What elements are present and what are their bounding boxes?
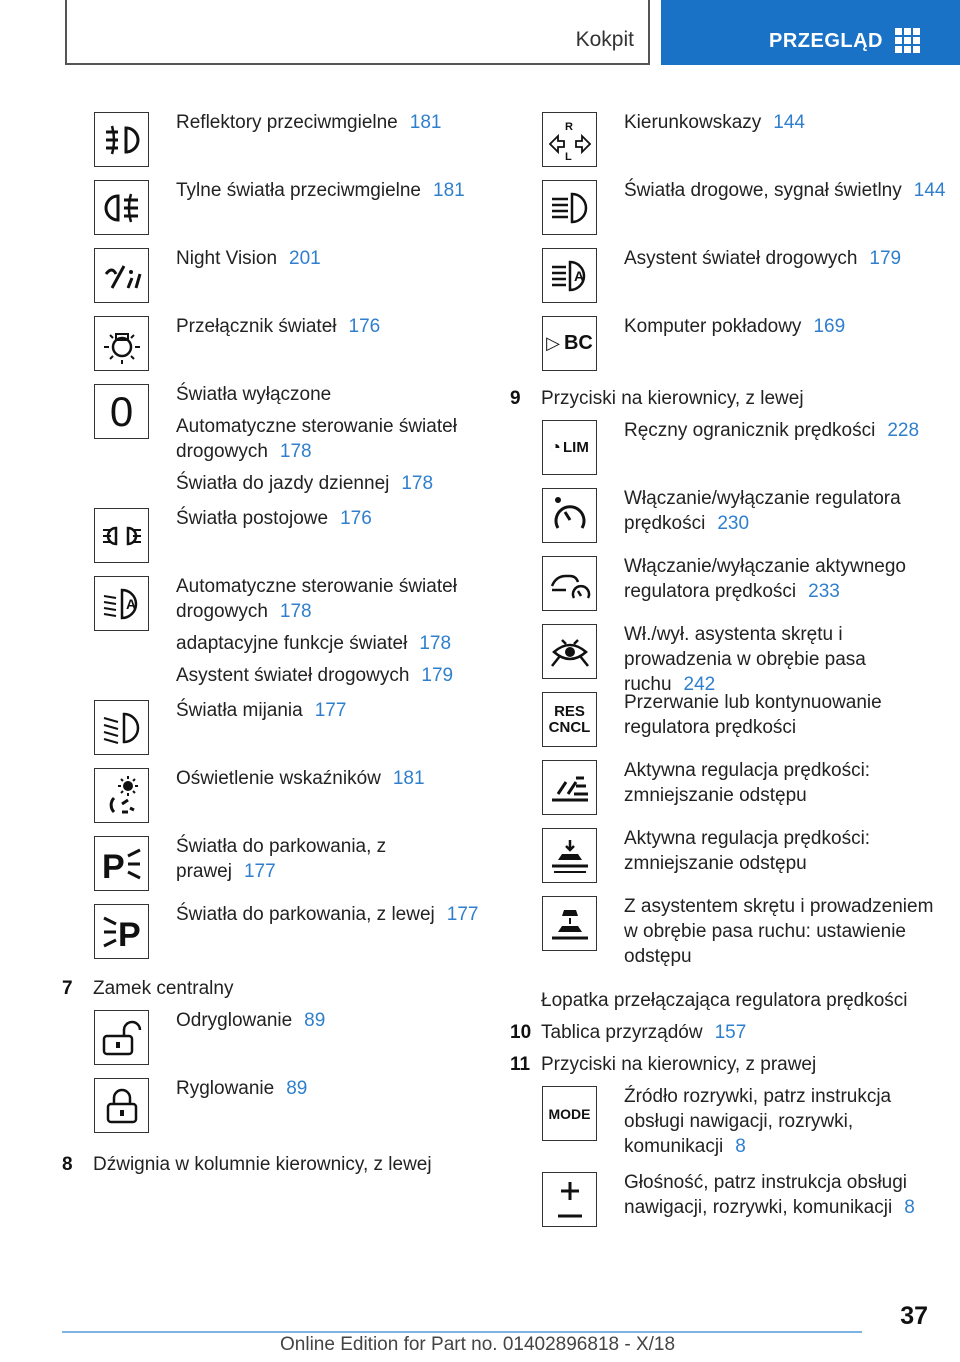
- distance-set-icon: [542, 896, 597, 951]
- page-ref-link[interactable]: 144: [773, 112, 805, 133]
- overview-button[interactable]: [661, 0, 960, 65]
- list-item-text: Automatyczne sterowanie świateł drogowych 178: [176, 576, 457, 622]
- instrument-lighting-icon: [94, 768, 149, 823]
- page-ref-link[interactable]: 179: [869, 248, 902, 269]
- list-item-text: Automatyczne sterowanie świateł drogowych 178: [176, 416, 457, 462]
- list-item-text: Światła mijania 177: [176, 700, 347, 721]
- overview-label: PRZEGLĄD: [769, 30, 883, 52]
- page-ref-link[interactable]: 89: [286, 1078, 308, 1099]
- list-item: [510, 486, 950, 554]
- svg-text:A: A: [573, 267, 584, 284]
- unlock-icon: [94, 1010, 149, 1065]
- list-item-text: adaptacyjne funkcje świateł 178: [176, 633, 452, 654]
- front-fog-light-icon: [94, 112, 149, 167]
- parking-light-left-icon: [94, 904, 149, 959]
- page-ref-link[interactable]: 176: [340, 508, 372, 529]
- list-item-text: Night Vision 201: [176, 248, 321, 269]
- volume-icon: [542, 1172, 597, 1227]
- list-item-text: Światła drogowe, sygnał świetlny 144: [624, 180, 946, 201]
- right-column: [510, 110, 950, 1238]
- list-item-text: Reflektory przeciwmgielne 181: [176, 112, 442, 133]
- section-heading-7: 7 Zamek centralny: [62, 978, 234, 999]
- page-ref-link[interactable]: 181: [392, 768, 425, 789]
- list-item-text: Światła wyłączone: [176, 384, 332, 405]
- turn-signal-icon: [542, 112, 597, 167]
- list-item: [62, 766, 482, 834]
- list-item-text: Włączanie/wyłączanie aktywnego regulatora prędkości 233: [624, 556, 906, 602]
- distance-decrease-icon: [542, 760, 597, 815]
- section-heading-11: 11 Przyciski na kierownicy, z prawej: [510, 1054, 817, 1075]
- list-item-text: Wł./wył. asystenta skrętu i prowadzenia w obrębie pasa ruchu 242: [624, 624, 866, 695]
- list-item: [62, 110, 482, 178]
- grid-icon: [895, 28, 922, 53]
- page-ref-link[interactable]: 8: [904, 1197, 915, 1218]
- list-item: [510, 894, 950, 988]
- list-item-text: Aktywna regulacja prędkości: zmniejszanie odstępu: [624, 828, 871, 874]
- res-cncl-icon: RES CNCL: [542, 692, 597, 747]
- mode-icon: MODE: [542, 1086, 597, 1141]
- page-ref-link[interactable]: 177: [446, 904, 479, 925]
- page-ref-link[interactable]: 230: [717, 513, 750, 534]
- page-ref-link[interactable]: 144: [913, 180, 946, 201]
- list-item-text: Światła do jazdy dziennej 178: [176, 473, 434, 494]
- list-item: [510, 826, 950, 894]
- light-switch-icon: [94, 316, 149, 371]
- list-item: [62, 178, 482, 246]
- list-item: [510, 314, 950, 386]
- list-item: [510, 418, 950, 486]
- list-item-text: Tylne światła przeciwmgielne 181: [176, 180, 465, 201]
- list-item: [62, 902, 482, 976]
- list-item: [62, 246, 482, 314]
- list-item: [62, 1008, 482, 1076]
- low-beam-icon: [94, 700, 149, 755]
- page-ref-link[interactable]: 157: [714, 1022, 747, 1043]
- section-title: Kokpit: [575, 28, 634, 51]
- list-item-text: Włączanie/wyłączanie regulatora prędkości 230: [624, 488, 901, 534]
- distance-decrease-2-icon: [542, 828, 597, 883]
- list-item-text: Ryglowanie 89: [176, 1078, 308, 1099]
- list-item: [62, 834, 482, 902]
- auto-headlight-icon: [94, 576, 149, 631]
- page-ref-link[interactable]: 228: [887, 420, 920, 441]
- list-item: [62, 382, 482, 506]
- steering-assist-icon: [542, 624, 597, 679]
- left-column: [62, 110, 482, 1184]
- svg-text:A: A: [125, 595, 136, 612]
- page-number: 37: [900, 1302, 928, 1330]
- page-ref-link[interactable]: 169: [813, 316, 846, 337]
- list-item-text: Kierunkowskazy 144: [624, 112, 805, 133]
- list-item: [510, 622, 950, 695]
- night-vision-icon: [94, 248, 149, 303]
- section-heading-8: 8 Dźwignia w kolumnie kierownicy, z lewej: [62, 1154, 432, 1175]
- rear-fog-light-icon: [94, 180, 149, 235]
- list-item: [510, 178, 950, 246]
- zero-position-icon: 0: [94, 384, 149, 439]
- parking-light-right-icon: [94, 836, 149, 891]
- page-ref-link[interactable]: 89: [304, 1010, 326, 1031]
- list-item-text: Światła do parkowania, z lewej 177: [176, 904, 479, 925]
- list-item-text: Asystent świateł drogowych 179: [624, 248, 902, 269]
- list-item-text: Odryglowanie 89: [176, 1010, 326, 1031]
- board-computer-icon: ▷ BC: [542, 316, 597, 371]
- svg-text:R: R: [564, 120, 573, 133]
- page-ref-link[interactable]: 177: [243, 861, 276, 882]
- speed-limiter-icon: ◔ LIM: [542, 420, 597, 475]
- svg-text:P: P: [101, 847, 125, 886]
- page-ref-link[interactable]: 181: [433, 180, 465, 201]
- list-item-text: Źródło rozrywki, patrz instrukcja obsługi nawigacji, rozrywki, komunikacji 8: [624, 1086, 892, 1157]
- page-ref-link[interactable]: 178: [401, 473, 434, 494]
- list-item-text: Światła postojowe 176: [176, 508, 372, 529]
- list-item-text: Światła do parkowania, z prawej 177: [176, 836, 387, 882]
- high-beam-assist-icon: [542, 248, 597, 303]
- list-item: [510, 554, 950, 622]
- list-item: [510, 246, 950, 314]
- parking-lights-icon: [94, 508, 149, 563]
- list-item: [62, 698, 482, 766]
- list-item: [510, 1084, 950, 1170]
- list-item: [62, 506, 482, 574]
- page-ref-link[interactable]: 201: [289, 248, 321, 269]
- page-ref-link[interactable]: 176: [348, 316, 381, 337]
- list-item: [510, 110, 950, 178]
- page-ref-link[interactable]: 233: [808, 581, 840, 602]
- list-item-text: Głośność, patrz instrukcja obsługi nawigacji, rozrywki, komunikacji 8: [624, 1172, 915, 1218]
- gauge-icon: ◔: [550, 437, 562, 457]
- page-ref-link[interactable]: 178: [419, 633, 452, 654]
- list-item: [510, 758, 950, 826]
- page-ref-link[interactable]: 178: [279, 601, 312, 622]
- list-item-text: Przełącznik świateł 176: [176, 316, 381, 337]
- list-item: [62, 574, 482, 698]
- active-cruise-icon: [542, 556, 597, 611]
- cruise-control-icon: [542, 488, 597, 543]
- page-ref-link[interactable]: 177: [314, 700, 347, 721]
- list-item-text: Z asystentem skrętu i prowadzeniem w obrębie pasa ruchu: ustawienie odstępu: [624, 896, 934, 967]
- svg-text:P: P: [117, 915, 141, 954]
- list-item: [510, 1170, 950, 1238]
- play-arrow-icon: ▷: [546, 333, 560, 353]
- list-item-text: Asystent świateł drogowych 179: [176, 665, 454, 686]
- lock-icon: [94, 1078, 149, 1133]
- section-heading-10: 10 Tablica przyrządów 157: [510, 1022, 747, 1043]
- header-bar: [65, 0, 650, 65]
- svg-text:L: L: [564, 150, 572, 162]
- list-item: [62, 314, 482, 382]
- list-item-text: Oświetlenie wskaźników 181: [176, 768, 425, 789]
- page-ref-link[interactable]: 242: [683, 674, 716, 695]
- page-ref-link[interactable]: 181: [409, 112, 442, 133]
- footer-divider: [62, 1331, 862, 1333]
- list-item: [62, 1076, 482, 1152]
- list-item-text: Przerwanie lub kontynuowanie regulatora prędkości: [624, 692, 882, 738]
- list-item-text: Komputer pokładowy 169: [624, 316, 846, 337]
- page-ref-link[interactable]: 8: [735, 1136, 746, 1157]
- paddle-note: Łopatka przełączająca regulatora prędkości: [541, 990, 908, 1011]
- footer-edition: Online Edition for Part no. 01402896818 - X/18: [280, 1334, 676, 1355]
- list-item-text: Ręczny ogranicznik prędkości 228: [624, 420, 920, 441]
- page-ref-link[interactable]: 178: [279, 441, 312, 462]
- list-item-text: Aktywna regulacja prędkości: zmniejszanie odstępu: [624, 760, 871, 806]
- list-item: [510, 690, 950, 758]
- page-ref-link[interactable]: 179: [421, 665, 454, 686]
- high-beam-icon: [542, 180, 597, 235]
- section-heading-9: 9 Przyciski na kierownicy, z lewej: [510, 388, 804, 409]
